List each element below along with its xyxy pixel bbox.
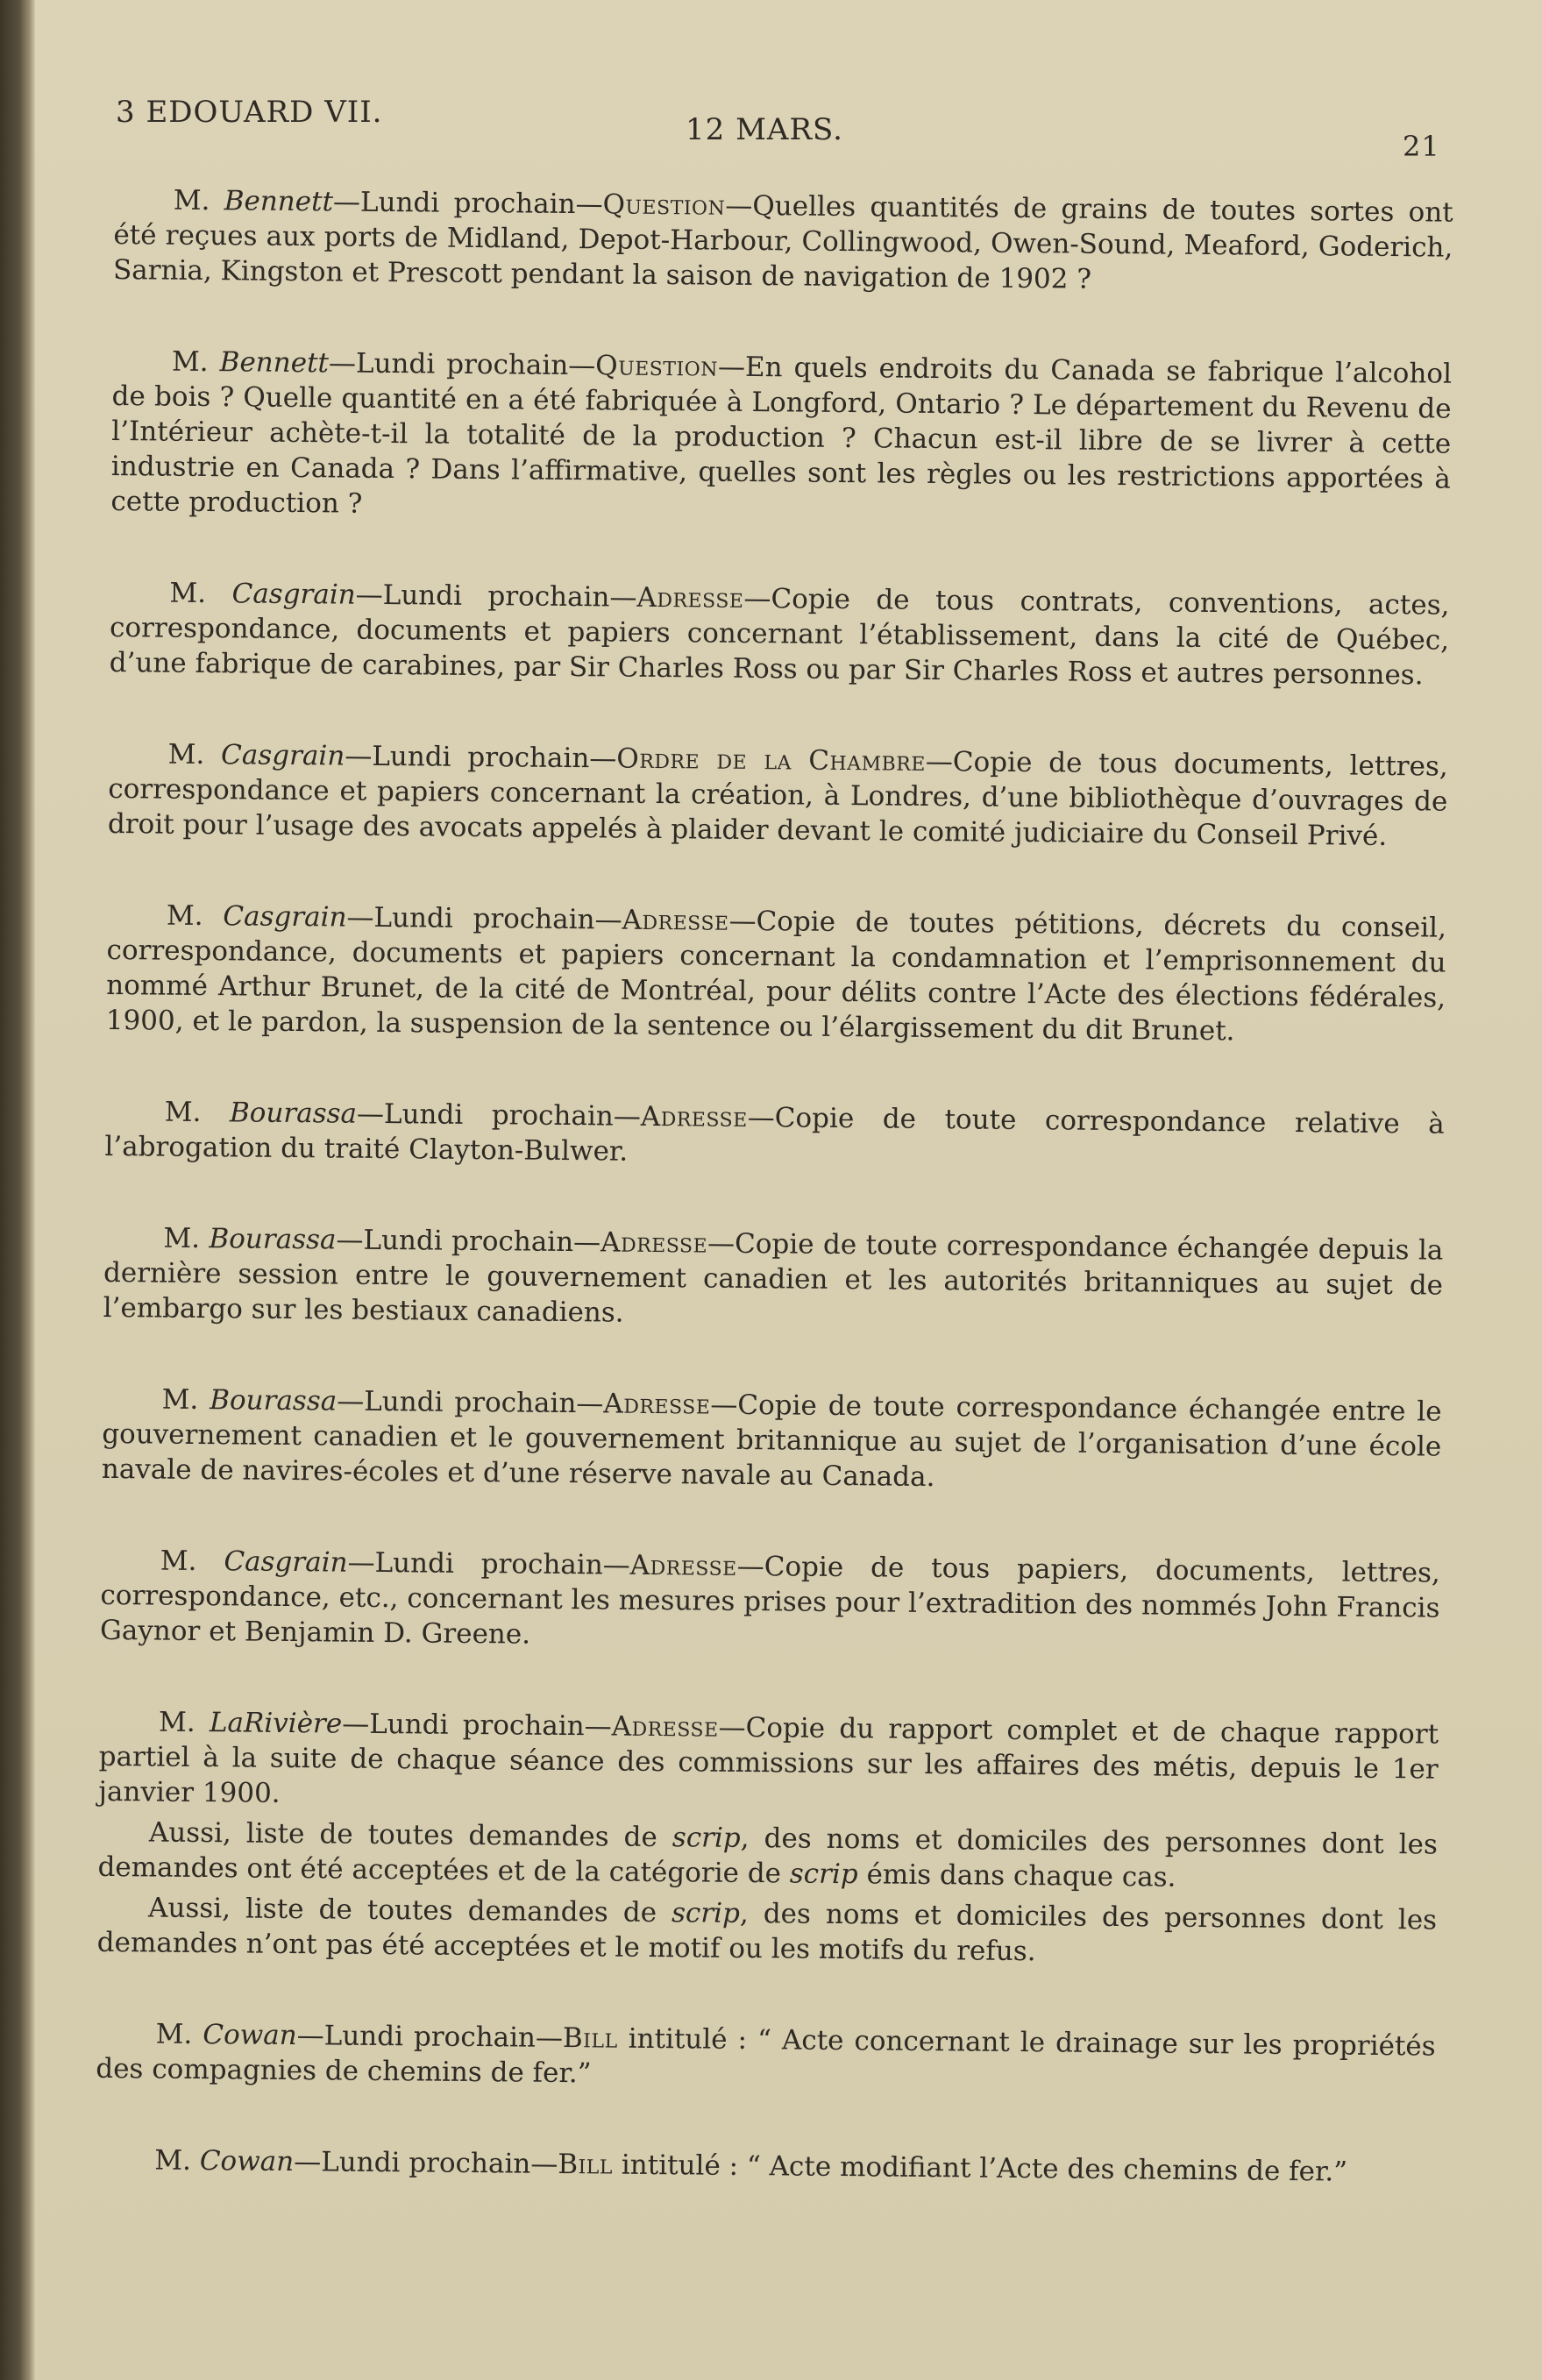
notice-type: Adresse bbox=[603, 1388, 711, 1421]
member-name: Bennett bbox=[224, 185, 334, 218]
notice-item bbox=[108, 736, 1448, 855]
book-binding-edge bbox=[0, 0, 35, 2380]
notice-type: Question bbox=[595, 350, 719, 383]
notice-type: Bill bbox=[562, 2022, 618, 2055]
notice-paragraph: M. Casgrain—Lundi prochain—Adresse—Copie de tous contrats, conventions, actes, correspondance, documents et papiers concernant l’établissement, dans la cité de Québec, d’une fabrique de carabines, par Sir Charles Ross ou par Sir Charles Ross et autres personnes. bbox=[109, 577, 1450, 692]
page-number: 21 bbox=[1403, 130, 1440, 163]
notice-continuation: Aussi, liste de toutes demandes de scrip, des noms et domiciles des personnes dont les demandes n’ont pas été acceptées et le motif ou les motifs du refus. bbox=[96, 1892, 1438, 1968]
notice-paragraph: M. Casgrain—Lundi prochain—Adresse—Copie de toutes pétitions, décrets du conseil, correspondance, documents et papiers concernant la condamnation et l’emprisonnement du nommé Arthur Brunet, de la cité de Montréal, pour délits contre l’Acte des élections fédérales, 1900, et le pardon, la suspension de la sentence ou l’élargissement du dit Brunet. bbox=[105, 899, 1447, 1048]
notice-type: Adresse bbox=[640, 1100, 748, 1133]
member-name: Cowan bbox=[199, 2145, 295, 2178]
notice-type: Adresse bbox=[600, 1226, 708, 1260]
member-name: Bourassa bbox=[210, 1384, 338, 1417]
notice-paragraph: M. Bourassa—Lundi prochain—Adresse—Copie de toute correspondance relative à l’abrogation du traité Clayton-Bulwer. bbox=[104, 1096, 1445, 1168]
member-name: Cowan bbox=[203, 2019, 297, 2052]
notice-item bbox=[100, 1543, 1440, 1661]
notice-paragraph: M. Casgrain—Lundi prochain—Ordre de la Chambre—Copie de tous documents, lettres, correspondance et papiers concernant la création, à Londres, d’une bibliothèque d’ouvrages de droit pour l’usage des avocats appelés à plaider devant le comité judiciaire du Conseil Privé. bbox=[107, 738, 1448, 852]
notice-type: Adresse bbox=[622, 904, 729, 937]
notice-item bbox=[113, 182, 1453, 301]
notice-paragraph: M. Bourassa—Lundi prochain—Adresse—Copie de toute correspondance échangée depuis la dernière session entre le gouvernement canadien et les autorités britanniques au sujet de l’embargo sur les bestiaux canadiens. bbox=[103, 1222, 1444, 1329]
notice-type: Adresse bbox=[636, 581, 744, 615]
notice-paragraph: M. LaRivière—Lundi prochain—Adresse—Copie du rapport complet et de chaque rapport partiel à la suite de chaque séance des commissions sur les affaires des métis, depuis le 1er janvier 1900. bbox=[98, 1706, 1439, 1809]
member-name: LaRivière bbox=[209, 1707, 343, 1740]
notice-paragraph: M. Casgrain—Lundi prochain—Adresse—Copie de tous papiers, documents, lettres, correspondance, etc., concernant les mesures prises pour l’extradition des nommés John Francis Gaynor et Benjamin D. Greene. bbox=[99, 1545, 1441, 1651]
notice-paragraph: M. Cowan—Lundi prochain—Bill intitulé : “ Acte modifiant l’Acte des chemins de fer.” bbox=[154, 2144, 1348, 2188]
notice-list bbox=[95, 182, 1453, 2247]
notice-type: Question bbox=[602, 188, 726, 222]
member-name: Bennett bbox=[219, 346, 330, 380]
running-head-date: 12 MARS. bbox=[686, 112, 843, 147]
notice-item bbox=[104, 1094, 1445, 1177]
member-name: Casgrain bbox=[220, 739, 345, 772]
document-page bbox=[35, 0, 1542, 2380]
notice-item bbox=[103, 1220, 1443, 1339]
member-name: Casgrain bbox=[224, 1545, 348, 1579]
notice-item bbox=[97, 1704, 1439, 1973]
member-name: Bourassa bbox=[229, 1097, 358, 1130]
notice-paragraph: M. Cowan—Lundi prochain—Bill intitulé : “ Acte concernant le drainage sur les propriétés des compagnies de chemins de fer.” bbox=[96, 2018, 1436, 2090]
notice-item bbox=[110, 344, 1452, 532]
member-name: Bourassa bbox=[209, 1223, 337, 1256]
notice-item bbox=[106, 898, 1446, 1051]
notice-item bbox=[110, 575, 1450, 693]
notice-paragraph: M. Bennett—Lundi prochain—Question—En quels endroits du Canada se fabrique l’alcohol de bois ? Quelle quantité en a été fabriquée à Longford, Ontario ? Le département du Revenu de l’Intérieur achète-t-il la totalité de la production ? Chacun est-il libre de se livrer à cette industrie en Canada ? Dans l’affirmative, quelles sont les règles ou les restrictions apportées à cette production ? bbox=[110, 345, 1453, 520]
notice-paragraph: M. Bennett—Lundi prochain—Question—Quelles quantités de grains de toutes sortes ont été reçues aux ports de Midland, Depot-Harbour, Collingwood, Owen-Sound, Meaford, Goderich, Sarnia, Kingston et Prescott pendant la saison de navigation de 1902 ? bbox=[112, 184, 1453, 295]
member-name: Casgrain bbox=[231, 578, 356, 611]
notice-item bbox=[96, 2016, 1436, 2099]
running-head-left: 3 EDOUARD VII. bbox=[116, 95, 383, 130]
notice-type: Ordre de la Chambre bbox=[616, 742, 927, 778]
member-name: Casgrain bbox=[223, 900, 347, 934]
notice-paragraph: M. Bourassa—Lundi prochain—Adresse—Copie de toute correspondance échangée entre le gouvernement canadien et le gouvernement britannique au sujet de l’organisation d’une école navale de navires-écoles et d’une réserve navale au Canada. bbox=[101, 1383, 1442, 1494]
notice-item bbox=[102, 1382, 1442, 1500]
notice-continuation: Aussi, liste de toutes demandes de scrip, des noms et domiciles des personnes dont les demandes ont été acceptées et de la catégorie de scrip émis dans chaque cas. bbox=[97, 1816, 1439, 1893]
notice-type: Adresse bbox=[611, 1710, 719, 1744]
notice-item bbox=[95, 2142, 1434, 2191]
notice-type: Adresse bbox=[629, 1549, 737, 1582]
notice-type: Bill bbox=[558, 2148, 614, 2181]
